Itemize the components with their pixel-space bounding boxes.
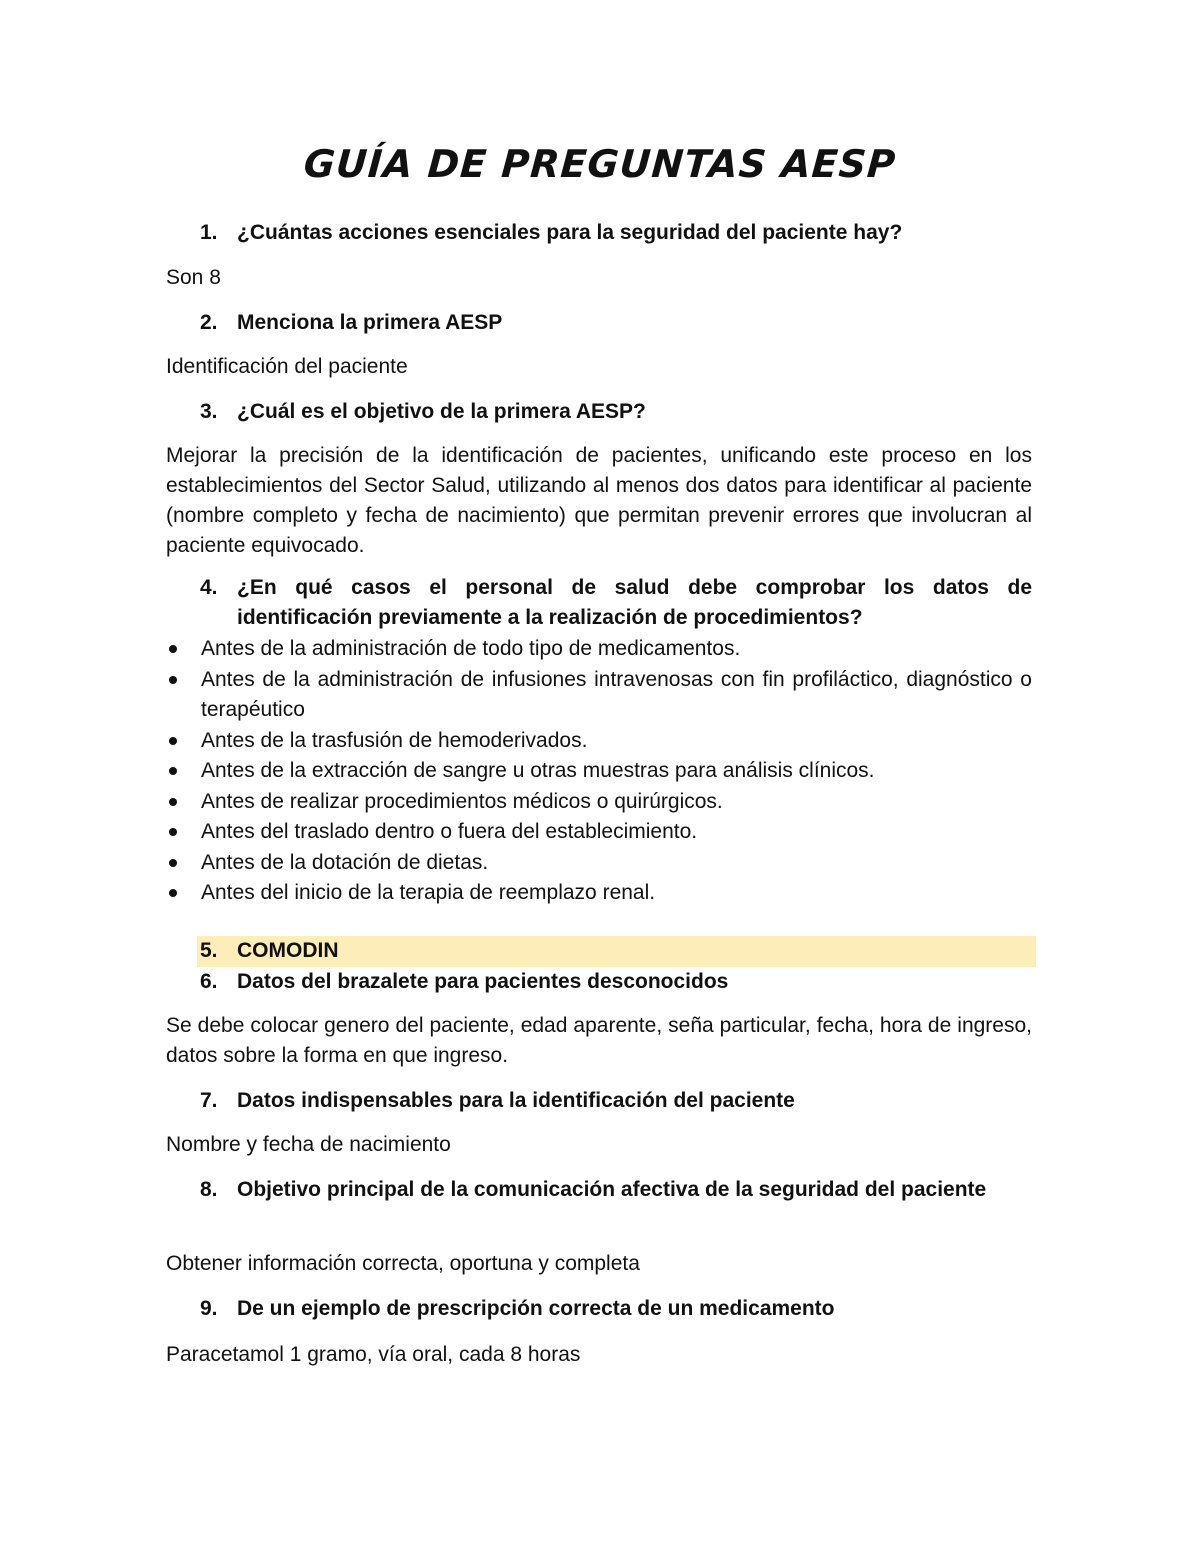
question-text: Datos del brazalete para pacientes desconocidos xyxy=(237,970,729,993)
question-number: 2. xyxy=(200,311,218,334)
document-title: GUÍA DE PREGUNTAS AESP xyxy=(302,142,898,186)
question-8 xyxy=(200,1175,1032,1205)
bullet-list xyxy=(166,634,1032,909)
question-number: 3. xyxy=(200,400,218,423)
question-text: Menciona la primera AESP xyxy=(237,311,503,334)
question-number: 4. xyxy=(200,576,218,599)
list-item: Antes de realizar procedimientos médicos o quirúrgicos. xyxy=(166,787,1032,818)
question-text: ¿En qué casos el personal de salud debe comprobar los datos de identificación previamente a la realización de procedimientos? xyxy=(237,576,1032,629)
question-1 xyxy=(200,218,1032,248)
question-number: 9. xyxy=(200,1297,218,1320)
bullet-icon xyxy=(169,676,177,684)
answer-7: Nombre y fecha de nacimiento xyxy=(166,1133,451,1156)
bullet-icon xyxy=(169,798,177,806)
list-item: Antes del inicio de la terapia de reemplazo renal. xyxy=(166,878,1032,909)
bullet-icon xyxy=(169,828,177,836)
answer-1: Son 8 xyxy=(166,266,221,289)
question-text: De un ejemplo de prescripción correcta de un medicamento xyxy=(237,1297,835,1320)
question-text: Objetivo principal de la comunicación afectiva de la seguridad del paciente xyxy=(237,1178,987,1201)
question-2 xyxy=(200,308,1032,338)
question-number: 8. xyxy=(200,1178,218,1201)
list-item: Antes de la trasfusión de hemoderivados. xyxy=(166,726,1032,757)
answer-2: Identificación del paciente xyxy=(166,355,408,378)
question-6 xyxy=(200,967,1032,997)
question-4 xyxy=(200,573,1032,633)
bullet-icon xyxy=(169,859,177,867)
list-item: Antes del traslado dentro o fuera del establecimiento. xyxy=(166,817,1032,848)
answer-6: Se debe colocar genero del paciente, edad aparente, seña particular, fecha, hora de ingreso, datos sobre la forma en que ingreso. xyxy=(166,1014,1032,1067)
bullet-icon xyxy=(169,889,177,897)
question-text: COMODIN xyxy=(237,939,339,962)
bullet-icon xyxy=(169,767,177,775)
question-number: 5. xyxy=(200,939,218,962)
question-text: ¿Cuántas acciones esenciales para la seguridad del paciente hay? xyxy=(237,221,903,244)
question-text: Datos indispensables para la identificación del paciente xyxy=(237,1089,795,1112)
bullet-icon xyxy=(169,737,177,745)
question-text: ¿Cuál es el objetivo de la primera AESP? xyxy=(237,400,646,423)
answer-8: Obtener información correcta, oportuna y completa xyxy=(166,1252,640,1275)
question-5 xyxy=(200,936,1032,966)
answer-3: Mejorar la precisión de la identificación de pacientes, unificando este proceso en los establecimientos del Sector Salud, utilizando al menos dos datos para identificar al paciente (nombre completo y fecha de nacimiento) que permitan prevenir errores que involucran al paciente equivocado. xyxy=(166,444,1032,557)
bullet-icon xyxy=(169,645,177,653)
question-number: 7. xyxy=(200,1089,218,1112)
answer-9: Paracetamol 1 gramo, vía oral, cada 8 horas xyxy=(166,1343,581,1366)
list-item: Antes de la administración de todo tipo de medicamentos. xyxy=(166,634,1032,665)
list-item: Antes de la dotación de dietas. xyxy=(166,848,1032,879)
question-number: 6. xyxy=(200,970,218,993)
question-3 xyxy=(200,397,1032,427)
question-7 xyxy=(200,1086,1032,1116)
question-number: 1. xyxy=(200,221,218,244)
list-item: Antes de la administración de infusiones intravenosas con fin profiláctico, diagnóstico o terapéutico xyxy=(166,665,1032,726)
list-item: Antes de la extracción de sangre u otras muestras para análisis clínicos. xyxy=(166,756,1032,787)
question-9 xyxy=(200,1294,1032,1324)
